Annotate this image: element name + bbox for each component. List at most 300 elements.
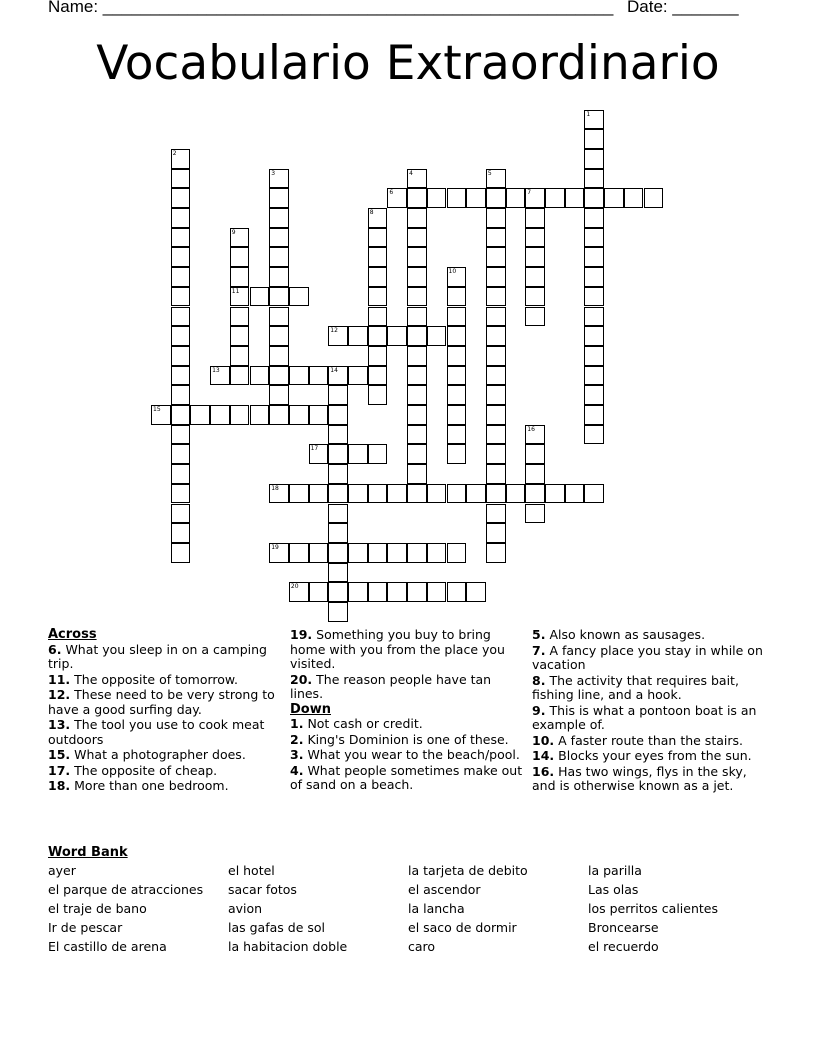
clues-column-2 <box>290 628 526 794</box>
grid-cell[interactable] <box>328 366 348 386</box>
word-bank-item: el hotel <box>228 863 275 878</box>
grid-cell[interactable] <box>486 208 506 228</box>
grid-cell[interactable] <box>269 385 289 405</box>
grid-cell[interactable] <box>230 326 250 346</box>
grid-cell[interactable] <box>328 484 348 504</box>
grid-cell[interactable] <box>210 405 230 425</box>
grid-cell[interactable] <box>427 484 447 504</box>
down-heading: Down <box>290 701 331 717</box>
grid-cell[interactable] <box>171 169 191 189</box>
grid-cell[interactable] <box>171 504 191 524</box>
grid-cell[interactable] <box>387 326 407 346</box>
grid-cell[interactable] <box>368 484 388 504</box>
grid-cell[interactable] <box>328 602 348 622</box>
grid-cell[interactable] <box>387 543 407 563</box>
clue-num: 7. <box>532 642 546 658</box>
word-bank-item: el parque de atracciones <box>48 882 204 897</box>
grid-cell[interactable] <box>584 385 604 405</box>
grid-cell[interactable] <box>250 405 270 425</box>
grid-cell[interactable] <box>525 464 545 484</box>
clue-number: 7 <box>527 189 532 197</box>
clue-num: 2. <box>290 731 304 747</box>
grid-cell[interactable] <box>486 543 506 563</box>
clue-text: Blocks your eyes from the sun. <box>558 748 752 763</box>
clue <box>290 748 526 763</box>
clue-text: The tool you use to cook meat outdoors <box>48 717 265 747</box>
grid-cell[interactable] <box>269 346 289 366</box>
grid-cell[interactable] <box>466 582 486 602</box>
grid-cell[interactable] <box>447 582 467 602</box>
grid-cell[interactable] <box>584 188 604 208</box>
grid-cell[interactable] <box>368 247 388 267</box>
grid-cell[interactable] <box>289 582 309 602</box>
clue-number: 15 <box>153 406 161 413</box>
grid-cell[interactable] <box>584 326 604 346</box>
grid-cell[interactable] <box>230 267 250 287</box>
grid-cell[interactable] <box>230 307 250 327</box>
grid-cell[interactable] <box>506 484 526 504</box>
clue-num: 11. <box>48 671 71 687</box>
clue-number: 8 <box>369 209 374 216</box>
grid-cell[interactable] <box>407 326 427 346</box>
clue-num: 5. <box>532 627 546 642</box>
grid-cell[interactable] <box>368 326 388 346</box>
grid-cell[interactable] <box>447 405 467 425</box>
grid-cell[interactable] <box>269 484 289 504</box>
clue-text: What you wear to the beach/pool. <box>307 747 520 762</box>
grid-cell[interactable] <box>407 287 427 307</box>
clue-num: 17. <box>48 762 71 778</box>
clue-num: 10. <box>532 732 555 748</box>
grid-cell[interactable] <box>407 385 427 405</box>
grid-cell[interactable] <box>171 464 191 484</box>
grid-cell[interactable] <box>289 366 309 386</box>
clue-text: The opposite of tomorrow. <box>74 671 238 687</box>
clue-number: 12 <box>330 327 338 335</box>
grid-cell[interactable] <box>447 287 467 307</box>
grid-cell[interactable] <box>427 543 447 563</box>
grid-cell[interactable] <box>466 484 486 504</box>
grid-cell[interactable] <box>309 444 329 464</box>
grid-cell[interactable] <box>407 307 427 327</box>
grid-cell[interactable] <box>407 543 427 563</box>
grid-cell[interactable] <box>486 267 506 287</box>
grid-cell[interactable] <box>486 247 506 267</box>
clue-number: 3 <box>271 169 276 177</box>
grid-cell[interactable] <box>368 582 388 602</box>
grid-cell[interactable] <box>565 188 585 208</box>
clue-number: 18 <box>271 484 279 492</box>
grid-cell[interactable] <box>230 228 250 248</box>
grid-cell[interactable] <box>525 247 545 267</box>
grid-cell[interactable] <box>269 188 289 208</box>
clue <box>290 764 526 793</box>
word-bank-item: la habitacion doble <box>228 939 348 954</box>
grid-cell[interactable] <box>447 543 467 563</box>
clue-text: These need to be very strong to have a good surfing day. <box>48 687 275 717</box>
grid-cell[interactable] <box>328 326 348 346</box>
grid-cell[interactable] <box>486 464 506 484</box>
clue <box>48 643 284 672</box>
clue-text: King's Dominion is one of these. <box>307 731 509 747</box>
grid-cell[interactable] <box>269 307 289 327</box>
word-bank-item: Las olas <box>588 882 639 897</box>
grid-cell[interactable] <box>328 523 348 543</box>
grid-cell[interactable] <box>486 228 506 248</box>
word-bank-item: el traje de bano <box>48 901 147 916</box>
clue-number: 20 <box>290 583 299 591</box>
grid-cell[interactable] <box>269 543 289 563</box>
clue-text: A fancy place you stay in while on vacation <box>532 642 763 672</box>
grid-cell[interactable] <box>447 326 467 346</box>
grid-cell[interactable] <box>447 346 467 366</box>
grid-cell[interactable] <box>427 326 447 346</box>
grid-cell[interactable] <box>171 523 191 543</box>
grid-cell[interactable] <box>407 484 427 504</box>
grid-cell[interactable] <box>269 287 289 307</box>
grid-cell[interactable] <box>328 563 348 583</box>
grid-cell[interactable] <box>309 484 329 504</box>
clue <box>532 734 768 749</box>
grid-cell[interactable] <box>368 267 388 287</box>
clue-number: 16 <box>527 425 535 433</box>
grid-cell[interactable] <box>447 366 467 386</box>
clue-number: 6 <box>389 189 394 197</box>
grid-cell[interactable] <box>447 444 467 464</box>
grid-cell[interactable] <box>230 247 250 267</box>
grid-cell[interactable] <box>427 188 447 208</box>
grid-cell[interactable] <box>348 444 368 464</box>
grid-cell[interactable] <box>407 208 427 228</box>
clue-number: 11 <box>231 287 240 295</box>
clue <box>48 673 284 688</box>
clue-number: 10 <box>448 268 457 276</box>
grid-cell[interactable] <box>447 484 467 504</box>
grid-cell[interactable] <box>584 307 604 327</box>
grid-cell[interactable] <box>565 484 585 504</box>
word-bank-item: los perritos calientes <box>588 901 718 916</box>
grid-cell[interactable] <box>171 247 191 267</box>
clue-text: What you sleep in on a camping trip. <box>48 641 267 671</box>
grid-cell[interactable] <box>328 582 348 602</box>
grid-cell[interactable] <box>545 484 565 504</box>
clue <box>532 765 768 794</box>
grid-cell[interactable] <box>486 326 506 346</box>
grid-cell[interactable] <box>328 444 348 464</box>
grid-cell[interactable] <box>328 405 348 425</box>
clue-number: 13 <box>212 366 220 374</box>
grid-cell[interactable] <box>250 287 270 307</box>
clue-num: 15. <box>48 747 71 762</box>
grid-cell[interactable] <box>525 287 545 307</box>
grid-cell[interactable] <box>269 267 289 287</box>
grid-cell[interactable] <box>230 405 250 425</box>
grid-cell[interactable] <box>269 247 289 267</box>
grid-cell[interactable] <box>584 110 604 130</box>
grid-cell[interactable] <box>427 582 447 602</box>
grid-cell[interactable] <box>368 444 388 464</box>
grid-cell[interactable] <box>328 504 348 524</box>
grid-cell[interactable] <box>407 405 427 425</box>
grid-cell[interactable] <box>486 523 506 543</box>
grid-cell[interactable] <box>584 366 604 386</box>
grid-cell[interactable] <box>447 267 467 287</box>
grid-cell[interactable] <box>171 287 191 307</box>
grid-cell[interactable] <box>584 169 604 189</box>
grid-cell[interactable] <box>348 366 368 386</box>
grid-cell[interactable] <box>368 287 388 307</box>
grid-cell[interactable] <box>584 346 604 366</box>
word-bank-item: la lancha <box>408 901 465 916</box>
clue <box>48 764 284 779</box>
grid-cell[interactable] <box>171 366 191 386</box>
grid-cell[interactable] <box>269 228 289 248</box>
grid-cell[interactable] <box>486 307 506 327</box>
grid-cell[interactable] <box>269 366 289 386</box>
grid-cell[interactable] <box>289 484 309 504</box>
grid-cell[interactable] <box>309 543 329 563</box>
grid-cell[interactable] <box>407 366 427 386</box>
word-bank-item: sacar fotos <box>228 882 297 897</box>
grid-cell[interactable] <box>545 188 565 208</box>
grid-cell[interactable] <box>644 188 664 208</box>
grid-cell[interactable] <box>269 169 289 189</box>
grid-cell[interactable] <box>486 504 506 524</box>
grid-cell[interactable] <box>486 169 506 189</box>
grid-cell[interactable] <box>584 149 604 169</box>
clue-number: 17 <box>310 445 319 453</box>
grid-cell[interactable] <box>171 484 191 504</box>
grid-cell[interactable] <box>407 444 427 464</box>
clue-num: 13. <box>48 717 71 732</box>
grid-cell[interactable] <box>348 484 368 504</box>
clue-number: 19 <box>271 543 279 551</box>
grid-cell[interactable] <box>171 208 191 228</box>
grid-cell[interactable] <box>407 188 427 208</box>
clue-text: Something you buy to bring home with you from the place you visited. <box>290 627 505 671</box>
grid-cell[interactable] <box>447 425 467 445</box>
grid-cell[interactable] <box>407 228 427 248</box>
word-bank-heading: Word Bank <box>48 845 128 860</box>
clue <box>532 628 768 643</box>
grid-cell[interactable] <box>387 188 407 208</box>
grid-cell[interactable] <box>525 444 545 464</box>
grid-cell[interactable] <box>328 385 348 405</box>
grid-cell[interactable] <box>584 405 604 425</box>
grid-cell[interactable] <box>584 247 604 267</box>
grid-cell[interactable] <box>269 208 289 228</box>
grid-cell[interactable] <box>368 366 388 386</box>
clue-text: This is what a pontoon boat is an example of. <box>532 702 757 732</box>
grid-cell[interactable] <box>584 208 604 228</box>
grid-cell[interactable] <box>328 543 348 563</box>
grid-cell[interactable] <box>584 287 604 307</box>
grid-cell[interactable] <box>171 444 191 464</box>
clue-num: 18. <box>48 778 71 793</box>
grid-cell[interactable] <box>506 188 526 208</box>
clue-text: More than one bedroom. <box>74 778 229 793</box>
grid-cell[interactable] <box>289 287 309 307</box>
clue-number: 5 <box>487 169 492 177</box>
grid-cell[interactable] <box>230 346 250 366</box>
clue-num: 12. <box>48 687 71 702</box>
grid-cell[interactable] <box>387 582 407 602</box>
clue-num: 8. <box>532 672 546 688</box>
grid-cell[interactable] <box>407 169 427 189</box>
grid-cell[interactable] <box>230 287 250 307</box>
grid-cell[interactable] <box>328 425 348 445</box>
grid-cell[interactable] <box>368 385 388 405</box>
grid-cell[interactable] <box>328 464 348 484</box>
clue <box>290 733 526 748</box>
grid-cell[interactable] <box>486 346 506 366</box>
grid-cell[interactable] <box>525 484 545 504</box>
clue-number: 4 <box>409 169 413 177</box>
grid-cell[interactable] <box>309 366 329 386</box>
grid-cell[interactable] <box>584 425 604 445</box>
grid-cell[interactable] <box>368 543 388 563</box>
clue <box>48 779 284 794</box>
grid-cell[interactable] <box>190 405 210 425</box>
grid-cell[interactable] <box>486 385 506 405</box>
word-bank-item: las gafas de sol <box>228 920 325 935</box>
grid-cell[interactable] <box>407 425 427 445</box>
grid-cell[interactable] <box>584 267 604 287</box>
word-bank-item: el recuerdo <box>588 939 659 954</box>
grid-cell[interactable] <box>486 287 506 307</box>
grid-cell[interactable] <box>584 484 604 504</box>
grid-cell[interactable] <box>289 405 309 425</box>
grid-cell[interactable] <box>447 307 467 327</box>
word-bank-item: la tarjeta de debito <box>408 863 528 878</box>
clue <box>48 748 284 763</box>
grid-cell[interactable] <box>407 267 427 287</box>
grid-cell[interactable] <box>584 228 604 248</box>
grid-cell[interactable] <box>407 464 427 484</box>
grid-cell[interactable] <box>368 208 388 228</box>
grid-cell[interactable] <box>171 543 191 563</box>
grid-cell[interactable] <box>525 188 545 208</box>
grid-cell[interactable] <box>289 543 309 563</box>
grid-cell[interactable] <box>171 307 191 327</box>
clue-text: What a photographer does. <box>74 747 246 762</box>
grid-cell[interactable] <box>171 405 191 425</box>
grid-cell[interactable] <box>624 188 644 208</box>
grid-cell[interactable] <box>525 208 545 228</box>
clues-column-1 <box>48 628 284 795</box>
grid-cell[interactable] <box>387 484 407 504</box>
grid-cell[interactable] <box>486 366 506 386</box>
clue-num: 6. <box>48 641 62 657</box>
grid-cell[interactable] <box>171 149 191 169</box>
grid-cell[interactable] <box>210 366 230 386</box>
grid-cell[interactable] <box>525 307 545 327</box>
grid-cell[interactable] <box>269 326 289 346</box>
grid-cell[interactable] <box>525 228 545 248</box>
clue-num: 1. <box>290 716 304 731</box>
grid-cell[interactable] <box>348 582 368 602</box>
clue-text: The activity that requires bait, fishing line, and a hook. <box>532 672 739 702</box>
clue <box>532 749 768 764</box>
word-bank-item: el ascendor <box>408 882 481 897</box>
grid-cell[interactable] <box>447 188 467 208</box>
grid-cell[interactable] <box>348 326 368 346</box>
grid-cell[interactable] <box>466 188 486 208</box>
grid-cell[interactable] <box>151 405 171 425</box>
grid-cell[interactable] <box>309 405 329 425</box>
clue-num: 16. <box>532 763 555 779</box>
clue-num: 3. <box>290 747 304 762</box>
grid-cell[interactable] <box>368 228 388 248</box>
grid-cell[interactable] <box>348 543 368 563</box>
clue-text: Also known as sausages. <box>549 627 706 642</box>
grid-cell[interactable] <box>486 405 506 425</box>
clue-number: 2 <box>172 149 177 157</box>
grid-cell[interactable] <box>447 385 467 405</box>
clue-text: A faster route than the stairs. <box>558 732 743 748</box>
grid-cell[interactable] <box>407 582 427 602</box>
clue <box>290 717 526 732</box>
grid-cell[interactable] <box>171 267 191 287</box>
grid-cell[interactable] <box>525 425 545 445</box>
word-bank-item: el saco de dormir <box>408 920 517 935</box>
word-bank-item: Ir de pescar <box>48 920 123 935</box>
date-field: Date: _______ <box>627 0 739 16</box>
grid-cell[interactable] <box>486 484 506 504</box>
across-heading: Across <box>48 627 97 642</box>
clue-num: 4. <box>290 762 304 778</box>
grid-cell[interactable] <box>171 326 191 346</box>
word-bank-item: ayer <box>48 863 76 878</box>
clue <box>532 704 768 733</box>
grid-cell[interactable] <box>407 346 427 366</box>
clue-num: 14. <box>532 748 555 763</box>
grid-cell[interactable] <box>171 228 191 248</box>
clue-text: The reason people have tan lines. <box>290 671 492 701</box>
grid-cell[interactable] <box>525 267 545 287</box>
grid-cell[interactable] <box>368 346 388 366</box>
grid-cell[interactable] <box>171 385 191 405</box>
grid-cell[interactable] <box>525 504 545 524</box>
clue-number: 9 <box>231 228 236 236</box>
clue <box>532 644 768 673</box>
grid-cell[interactable] <box>604 188 624 208</box>
clue <box>290 628 526 672</box>
grid-cell[interactable] <box>486 444 506 464</box>
grid-cell[interactable] <box>171 425 191 445</box>
clue-num: 19. <box>290 627 313 642</box>
clue-num: 20. <box>290 671 313 687</box>
grid-cell[interactable] <box>171 188 191 208</box>
grid-cell[interactable] <box>171 346 191 366</box>
grid-cell[interactable] <box>230 366 250 386</box>
clue-text: Not cash or credit. <box>307 716 423 731</box>
clue-number: 1 <box>586 110 591 118</box>
grid-cell[interactable] <box>486 188 506 208</box>
clue-num: 9. <box>532 702 546 718</box>
clues-column-3 <box>532 628 768 795</box>
clue-text: The opposite of cheap. <box>74 762 218 778</box>
grid-cell[interactable] <box>584 129 604 149</box>
grid-cell[interactable] <box>250 366 270 386</box>
word-bank-item: la parilla <box>588 863 642 878</box>
grid-cell[interactable] <box>407 247 427 267</box>
grid-cell[interactable] <box>269 405 289 425</box>
grid-cell[interactable] <box>486 425 506 445</box>
grid-cell[interactable] <box>368 307 388 327</box>
clue <box>48 718 284 747</box>
grid-cell[interactable] <box>309 582 329 602</box>
